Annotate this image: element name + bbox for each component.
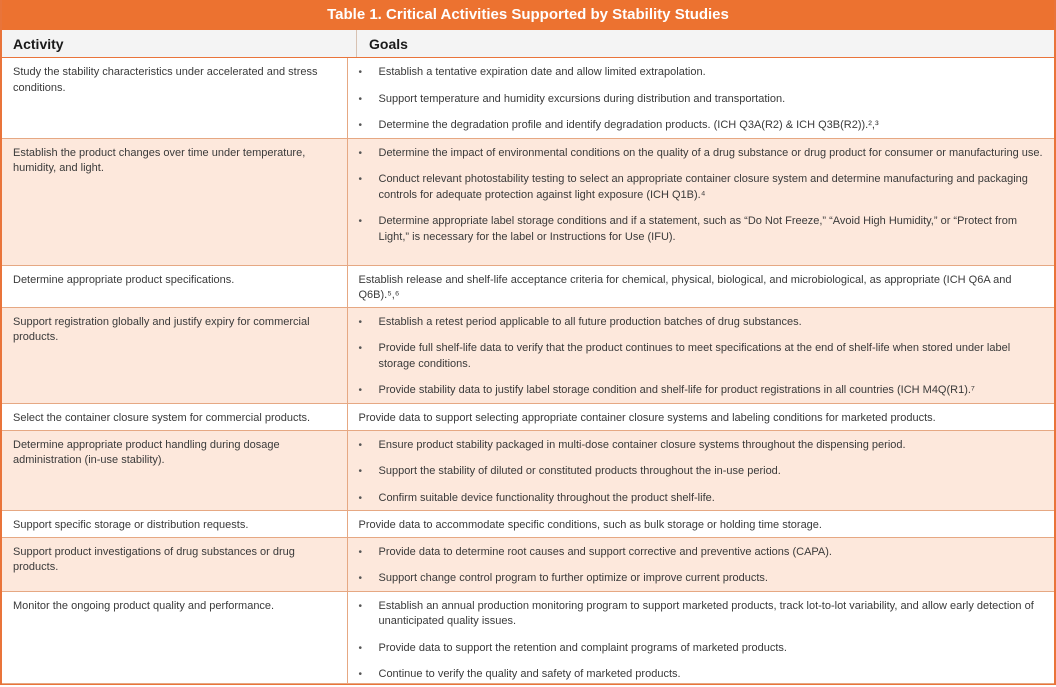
activity-cell: Support registration globally and justify expiry for commercial products. — [2, 307, 347, 403]
goal-item: • Support change control program to further optimize or improve current products. — [359, 571, 1045, 587]
table-row — [2, 430, 1054, 510]
goals-cell — [347, 403, 1054, 430]
goal-item: • Provide stability data to justify label storage condition and shelf-life for product registrations in all countries (ICH M4Q(R1).⁷ — [359, 383, 1045, 399]
table-row — [2, 138, 1054, 265]
goal-item: • Establish a tentative expiration date and allow limited extrapolation. — [359, 65, 1045, 81]
goal-item: • Provide full shelf-life data to verify that the product continues to meet specifications at the end of shelf-life when stored under label storage conditions. — [359, 341, 1045, 372]
goal-item: • Conduct relevant photostability testing to select an appropriate container closure system and determine manufacturing and packaging controls for adequate protection against light exposure (ICH Q1B).⁴ — [359, 172, 1045, 203]
goals-cell — [347, 58, 1054, 138]
goal-item: • Establish a retest period applicable to all future production batches of drug substances. — [359, 315, 1045, 331]
goal-item: • Determine the degradation profile and identify degradation products. (ICH Q3A(R2) & ICH Q3B(R2)).²,³ — [359, 118, 1045, 134]
goal-text: Provide data to accommodate specific conditions, such as bulk storage or holding time storage. — [358, 518, 822, 531]
goal-item: • Support temperature and humidity excursions during distribution and transportation. — [359, 92, 1045, 108]
goal-item: • Continue to verify the quality and safety of marketed products. — [359, 667, 1045, 683]
table-row — [2, 403, 1054, 430]
goals-cell — [347, 537, 1054, 591]
goal-item: • Support the stability of diluted or constituted products throughout the in-use period. — [359, 464, 1045, 480]
goal-item: • Provide data to support the retention and complaint programs of marketed products. — [359, 641, 1045, 657]
activity-cell: Support product investigations of drug substances or drug products. — [2, 537, 347, 591]
goal-text: Establish release and shelf-life acceptance criteria for chemical, physical, biological, and microbiological, as appropriate (ICH Q6A and Q6B).⁵,⁶ — [358, 273, 1012, 301]
activity-cell: Determine appropriate product specifications. — [2, 265, 347, 307]
table-title: Table 1. Critical Activities Supported by Stability Studies — [2, 0, 1054, 30]
activity-cell: Support specific storage or distribution requests. — [2, 510, 347, 537]
table-row — [2, 591, 1054, 683]
goals-cell — [347, 307, 1054, 403]
goal-item: • Determine the impact of environmental conditions on the quality of a drug substance or drug product for consumer or manufacturing use. — [359, 146, 1045, 162]
goal-item: • Establish an annual production monitoring program to support marketed products, track lot-to-lot variability, and allow early detection of unanticipated quality issues. — [359, 599, 1045, 630]
goals-cell — [347, 430, 1054, 510]
goal-item: • Ensure product stability packaged in multi-dose container closure systems throughout the dispensing period. — [359, 438, 1045, 454]
activity-cell: Study the stability characteristics under accelerated and stress conditions. — [2, 58, 347, 138]
activity-cell: Determine appropriate product handling during dosage administration (in-use stability). — [2, 430, 347, 510]
goals-cell — [347, 591, 1054, 683]
table-row — [2, 537, 1054, 591]
goal-item: • Provide data to determine root causes and support corrective and preventive actions (CAPA). — [359, 545, 1045, 561]
goal-item: • Confirm suitable device functionality throughout the product shelf-life. — [359, 491, 1045, 507]
goal-text: Provide data to support selecting appropriate container closure systems and labeling conditions for marketed products. — [358, 411, 936, 424]
table-row — [2, 307, 1054, 403]
table-row — [2, 58, 1054, 138]
table-body — [2, 58, 1054, 684]
header-goals: Goals — [369, 36, 408, 52]
activity-cell: Establish the product changes over time under temperature, humidity, and light. — [2, 138, 347, 265]
table-row — [2, 510, 1054, 537]
table-row — [2, 265, 1054, 307]
goals-cell — [347, 510, 1054, 537]
goals-cell — [347, 265, 1054, 307]
activity-cell: Select the container closure system for commercial products. — [2, 403, 347, 430]
goal-item: • Determine appropriate label storage conditions and if a statement, such as “Do Not Freeze,” “Avoid High Humidity,” or “Protect from Light,” is necessary for the label or Instructions for Use (IFU). — [359, 214, 1045, 245]
goals-cell — [347, 138, 1054, 265]
table-header — [2, 30, 1054, 58]
header-activity: Activity — [2, 30, 357, 57]
activity-cell: Monitor the ongoing product quality and performance. — [2, 591, 347, 683]
